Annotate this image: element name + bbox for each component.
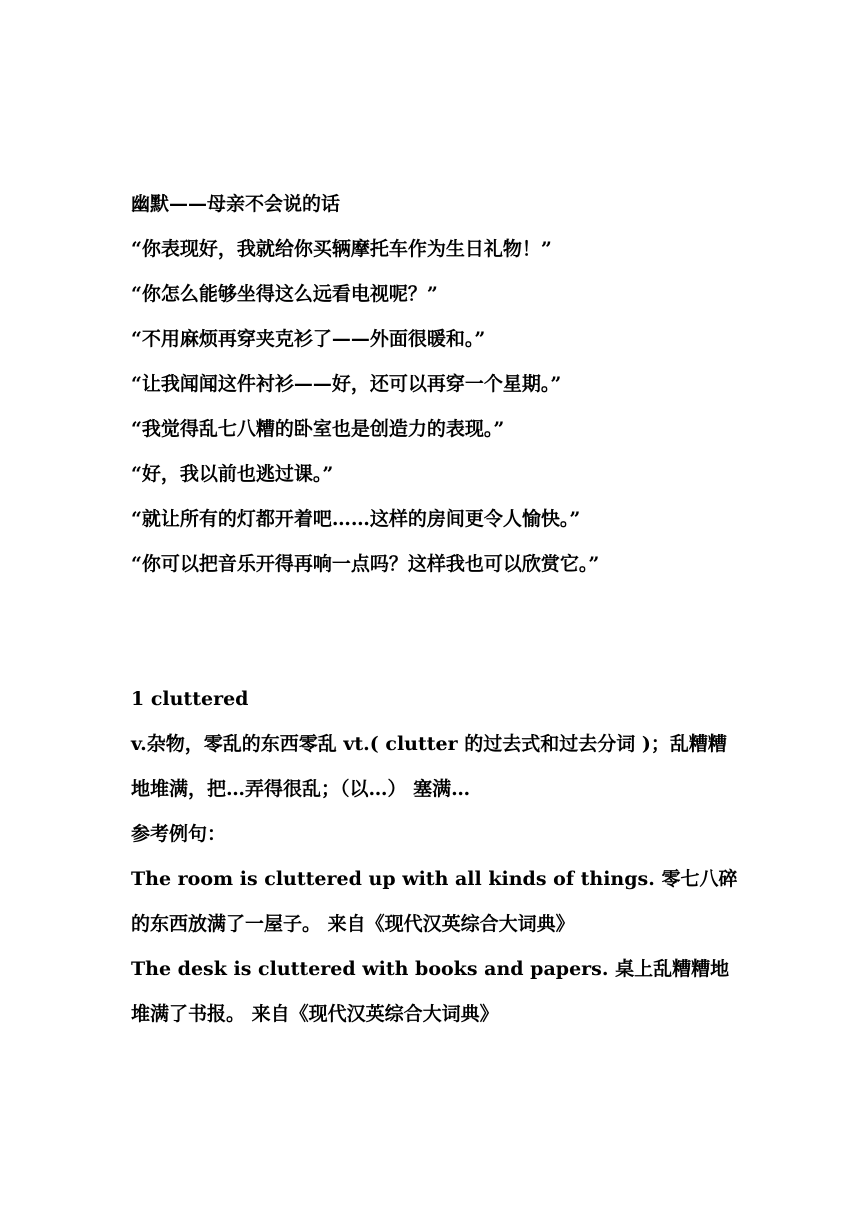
examples-label: 参考例句：	[131, 823, 227, 845]
quote-line: “我觉得乱七八糟的卧室也是创造力的表现。”	[131, 418, 505, 440]
vocab-heading: 1 cluttered	[131, 688, 249, 710]
example-sentence: The room is cluttered up with all kinds of things. 零七八碎的东西放满了一屋子。 来自《现代汉英综合大词典》	[131, 868, 738, 935]
quote-line: “就让所有的灯都开着吧……这样的房间更令人愉快。”	[131, 508, 581, 530]
quote-line: “你表现好，我就给你买辆摩托车作为生日礼物！”	[131, 238, 552, 260]
quote-list	[131, 227, 741, 587]
quote-line: “不用麻烦再穿夹克衫了——外面很暖和。”	[131, 328, 486, 350]
page-title: 幽默——母亲不会说的话	[131, 193, 341, 215]
document-page	[131, 182, 741, 1037]
vocab-entry	[131, 677, 741, 1037]
quote-line: “让我闻闻这件衬衫——好，还可以再穿一个星期。”	[131, 373, 562, 395]
example-sentence: The desk is cluttered with books and papers. 桌上乱糟糟地堆满了书报。 来自《现代汉英综合大词典》	[131, 958, 730, 1025]
vocab-definition: v.杂物，零乱的东西零乱 vt.( clutter 的过去式和过去分词 )；乱糟糟地堆满，把…弄得很乱；（以…） 塞满…	[131, 733, 727, 800]
quote-line: “你可以把音乐开得再响一点吗？这样我也可以欣赏它。”	[131, 553, 600, 575]
quote-line: “好，我以前也逃过课。”	[131, 463, 334, 485]
section-spacer	[131, 587, 741, 677]
quote-line: “你怎么能够坐得这么远看电视呢？”	[131, 283, 438, 305]
